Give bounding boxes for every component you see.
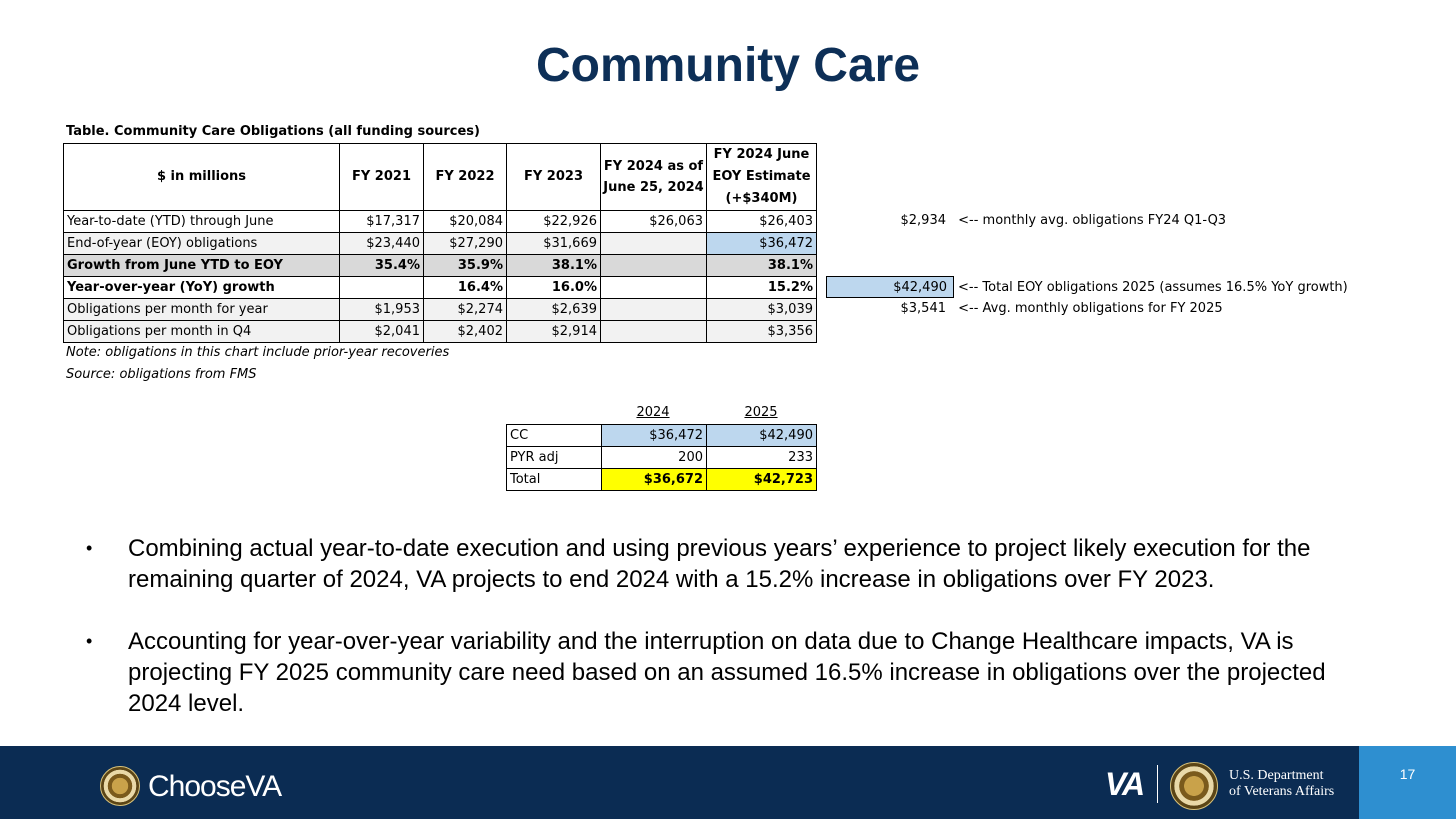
obligations-table <box>63 143 817 343</box>
bullet-item <box>86 626 1376 719</box>
table-cell: $23,440 <box>340 233 424 255</box>
table-cell: $2,274 <box>424 299 507 321</box>
table-cell: 16.4% <box>424 277 507 299</box>
table-cell: 35.9% <box>424 255 507 277</box>
column-header: FY 2024 June EOY Estimate (+$340M) <box>707 144 817 211</box>
bullet-list <box>86 533 1376 750</box>
row-label: End-of-year (EOY) obligations <box>64 233 340 255</box>
row-label: Obligations per month for year <box>64 299 340 321</box>
total-cell: $42,723 <box>707 469 817 491</box>
bullet-text: Accounting for year-over-year variability and the interruption on data due to Change Healthcare impacts, VA is projecting FY 2025 community care need based on an assumed 16.5% increase in obligations over the projected 2024 level. <box>128 628 1326 717</box>
bullet-icon: • <box>86 538 93 558</box>
table-cell: 233 <box>707 447 817 469</box>
side-note-value: $2,934 <box>900 213 946 228</box>
table-cell: $27,290 <box>424 233 507 255</box>
table-cell: $2,402 <box>424 321 507 343</box>
table-cell: 35.4% <box>340 255 424 277</box>
column-header: FY 2023 <box>507 144 601 211</box>
table-row <box>64 233 817 255</box>
row-label: Obligations per month in Q4 <box>64 321 340 343</box>
choose-va-logo: ChooseVA <box>148 770 282 803</box>
row-label: Growth from June YTD to EOY <box>64 255 340 277</box>
table-cell: $26,063 <box>601 211 707 233</box>
column-header: FY 2022 <box>424 144 507 211</box>
table-cell: $22,926 <box>507 211 601 233</box>
footer-divider <box>1157 765 1158 803</box>
table-cell: $17,317 <box>340 211 424 233</box>
row-label: Total <box>507 469 602 491</box>
table-cell-highlighted: $36,472 <box>602 425 707 447</box>
page-number: 17 <box>1399 766 1416 782</box>
footer-accent-block <box>1359 746 1456 819</box>
va-logo: VA <box>1105 766 1144 802</box>
bullet-text: Combining actual year-to-date execution and using previous years’ experience to project likely execution for the remaining quarter of 2024, VA projects to end 2024 with a 15.2% increase in obligations over FY 2023. <box>128 535 1311 593</box>
side-note-value: $3,541 <box>900 301 946 316</box>
table-row <box>64 211 817 233</box>
table-cell <box>601 321 707 343</box>
table-note: Note: obligations in this chart include prior-year recoveries <box>66 345 450 360</box>
table-source: Source: obligations from FMS <box>66 367 257 382</box>
side-note-text: <-- Avg. monthly obligations for FY 2025 <box>958 301 1223 316</box>
table-row <box>64 255 817 277</box>
side-note <box>830 298 1223 319</box>
bullet-item <box>86 533 1376 595</box>
summary-table <box>506 424 817 491</box>
department-seal-icon <box>1170 762 1218 810</box>
table-cell: $1,953 <box>340 299 424 321</box>
table-cell <box>601 233 707 255</box>
table-header-row <box>64 144 817 211</box>
table-cell <box>601 299 707 321</box>
table-cell: $2,041 <box>340 321 424 343</box>
row-label: Year-over-year (YoY) growth <box>64 277 340 299</box>
side-note <box>830 210 1226 231</box>
table-cell: $2,914 <box>507 321 601 343</box>
side-note-text: <-- Total EOY obligations 2025 (assumes 16.5% YoY growth) <box>958 280 1348 295</box>
total-cell: $36,672 <box>602 469 707 491</box>
table-row <box>507 447 817 469</box>
table-row <box>64 321 817 343</box>
table-cell: 15.2% <box>707 277 817 299</box>
table-cell: 16.0% <box>507 277 601 299</box>
table-row <box>64 299 817 321</box>
table-cell: 38.1% <box>707 255 817 277</box>
side-note-value-highlighted: $42,490 <box>826 276 954 298</box>
table-cell <box>601 277 707 299</box>
table-caption: Table. Community Care Obligations (all funding sources) <box>66 124 480 139</box>
table-cell <box>340 277 424 299</box>
slide-title: Community Care <box>535 39 921 92</box>
bullet-icon: • <box>86 631 93 651</box>
department-name <box>1229 768 1334 800</box>
table-cell: $2,639 <box>507 299 601 321</box>
table-row <box>64 277 817 299</box>
department-name-line: U.S. Department <box>1229 768 1324 783</box>
year-header: 2025 <box>744 405 778 420</box>
table-row <box>507 425 817 447</box>
row-label: PYR adj <box>507 447 602 469</box>
row-label: Year-to-date (YTD) through June <box>64 211 340 233</box>
column-header: $ in millions <box>64 144 340 211</box>
table-cell: $3,356 <box>707 321 817 343</box>
table-cell: $20,084 <box>424 211 507 233</box>
table-cell: $31,669 <box>507 233 601 255</box>
va-seal-icon <box>100 766 140 806</box>
table-row <box>507 469 817 491</box>
table-cell-highlighted: $42,490 <box>707 425 817 447</box>
side-note-text: <-- monthly avg. obligations FY24 Q1-Q3 <box>958 213 1227 228</box>
row-label: CC <box>507 425 602 447</box>
year-header: 2024 <box>636 405 670 420</box>
column-header: FY 2021 <box>340 144 424 211</box>
table-cell: 38.1% <box>507 255 601 277</box>
department-name-line: of Veterans Affairs <box>1229 784 1335 799</box>
column-header: FY 2024 as of June 25, 2024 <box>601 144 707 211</box>
table-cell: $3,039 <box>707 299 817 321</box>
table-cell-highlighted: $36,472 <box>707 233 817 255</box>
table-cell <box>601 255 707 277</box>
table-cell: $26,403 <box>707 211 817 233</box>
table-cell: 200 <box>602 447 707 469</box>
